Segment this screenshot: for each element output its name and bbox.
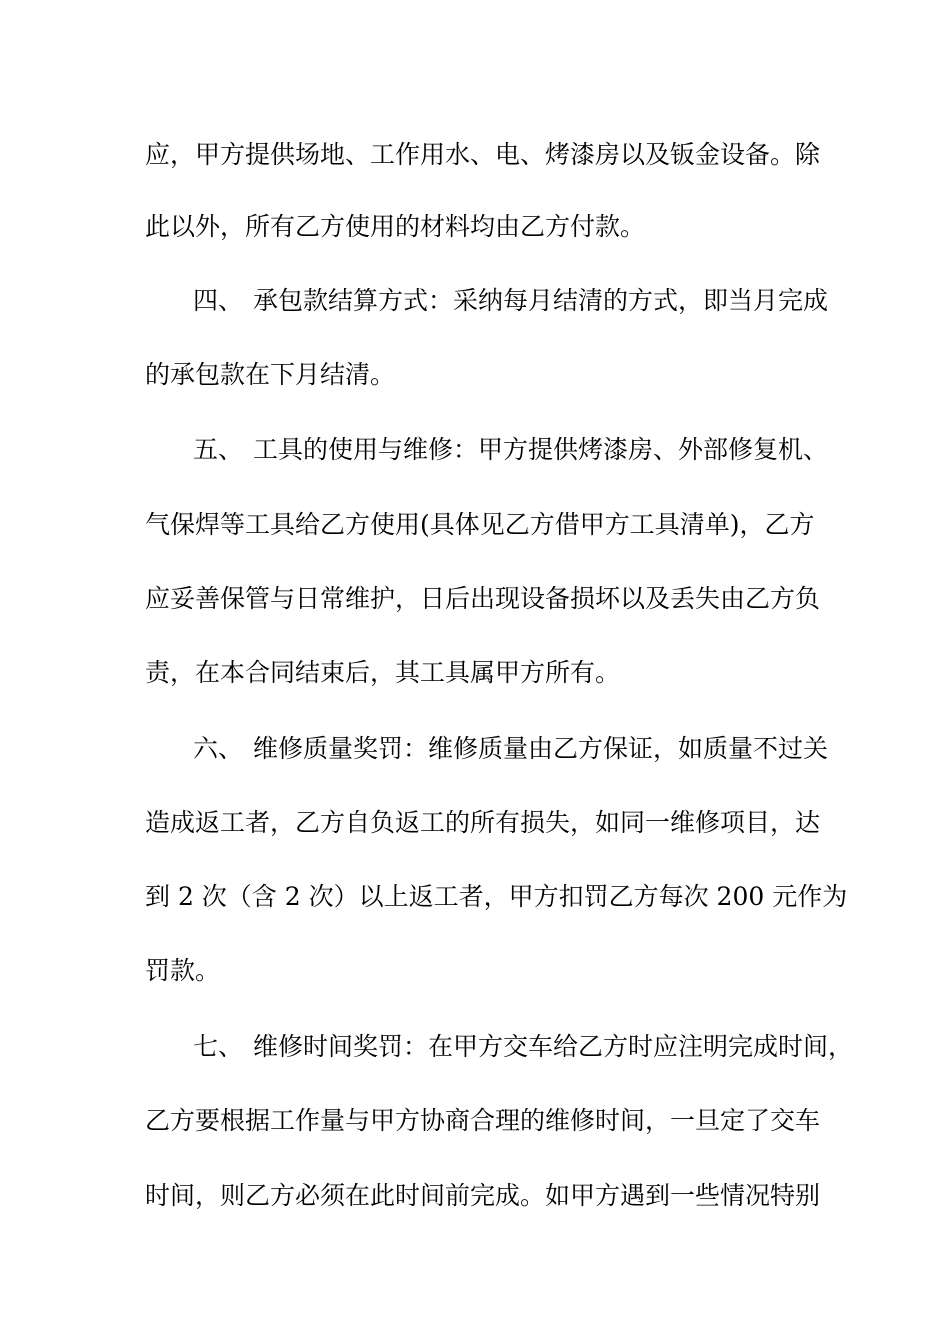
- line-text: 气保焊等工具给乙方使用(具体见乙方借甲方工具清单)，乙方: [145, 510, 815, 539]
- line-text: 应妥善保管与日常维护，日后出现设备损坏以及丢失由乙方负: [145, 584, 821, 613]
- paragraph-line: [145, 212, 815, 242]
- paragraph-line: [145, 658, 815, 688]
- paragraph-line: [145, 808, 821, 838]
- line-text: 此以外，所有乙方使用的材料均由乙方付款。: [145, 212, 646, 241]
- section-heading-six: [193, 734, 863, 764]
- section-number: 六、: [193, 734, 244, 763]
- line-text: 乙方要根据工作量与甲方协商合理的维修时间，一旦定了交车: [145, 1106, 821, 1135]
- paragraph-line: [145, 1106, 821, 1136]
- line-text: 到 2 次（含 2 次）以上返工者，甲方扣罚乙方每次 200 元作为: [145, 882, 848, 911]
- paragraph-line: [145, 584, 821, 614]
- line-text: 的承包款在下月结清。: [145, 360, 396, 389]
- line-text: 责，在本合同结束后，其工具属甲方所有。: [145, 658, 621, 687]
- section-number: 七、: [193, 1032, 244, 1061]
- line-text: 维修质量奖罚：维修质量由乙方保证，如质量不过关: [253, 734, 829, 763]
- line-text: 造成返工者，乙方自负返工的所有损失，如同一维修项目，达: [145, 808, 821, 837]
- paragraph-line: [145, 882, 848, 912]
- section-heading-five: [193, 435, 863, 465]
- paragraph-line: [145, 956, 815, 986]
- line-text: 时间，则乙方必须在此时间前完成。如甲方遇到一些情况特别: [145, 1181, 821, 1210]
- line-text: 应，甲方提供场地、工作用水、电、烤漆房以及钣金设备。除: [145, 140, 821, 169]
- section-number: 五、: [193, 435, 244, 464]
- paragraph-line: [145, 140, 821, 170]
- line-text: 维修时间奖罚：在甲方交车给乙方时应注明完成时间，: [253, 1032, 854, 1061]
- section-heading-seven: [193, 1032, 863, 1062]
- line-text: 罚款。: [145, 956, 221, 985]
- section-number: 四、: [193, 286, 244, 315]
- paragraph-line: [145, 1181, 821, 1211]
- paragraph-line: [145, 510, 815, 540]
- section-heading-four: [193, 286, 863, 316]
- paragraph-line: [145, 360, 815, 390]
- line-text: 工具的使用与维修：甲方提供烤漆房、外部修复机、: [253, 435, 829, 464]
- line-text: 承包款结算方式：采纳每月结清的方式，即当月完成: [253, 286, 829, 315]
